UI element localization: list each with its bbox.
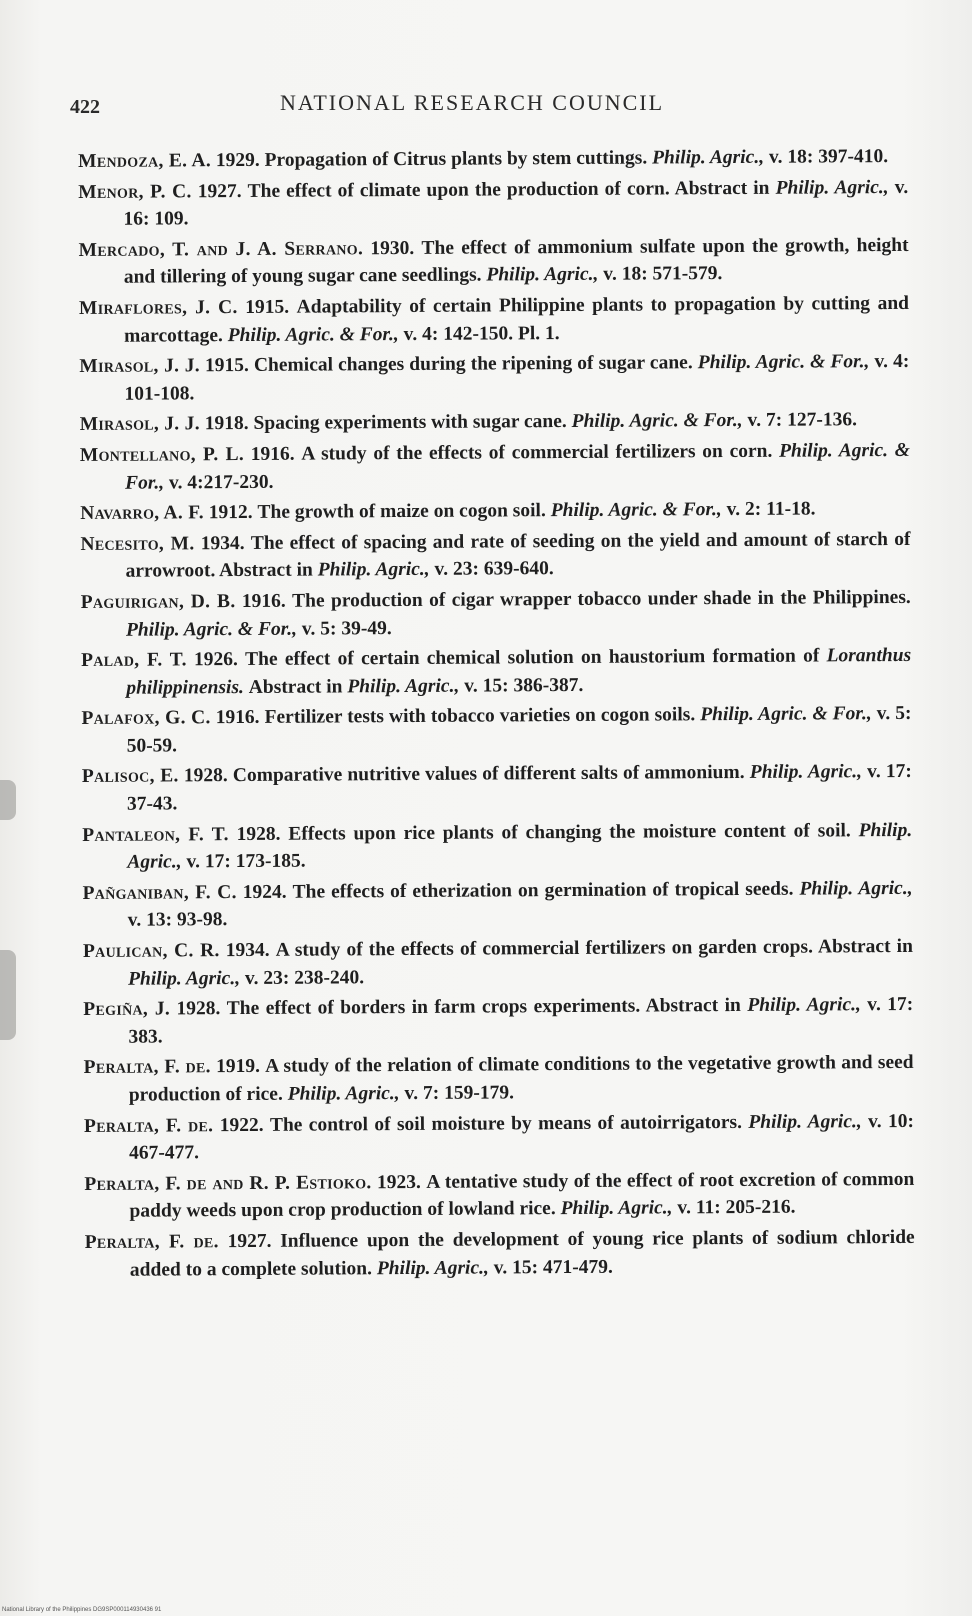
entry-journal: Philip. Agric., — [560, 1197, 673, 1220]
bibliography-entry — [80, 526, 910, 586]
entry-volume-pages: v. 17: 173-185. — [186, 850, 306, 873]
entry-journal: Philip. Agric., — [287, 1083, 400, 1105]
entry-author: Navarro, A. F. — [80, 502, 204, 525]
entry-year: 1929. — [215, 149, 260, 172]
entry-journal: Philip. Agric. & For., — [697, 351, 870, 374]
bibliography-list — [78, 143, 915, 1287]
entry-title: The growth of maize on cogon soil. — [257, 500, 546, 524]
bibliography-entry — [79, 290, 909, 350]
binding-shadow — [0, 950, 16, 1040]
bibliography-entry — [78, 174, 908, 234]
entry-author: Mirasol, J. J. — [79, 413, 200, 436]
entry-year: 1915. — [245, 296, 290, 318]
entry-title: The effect of borders in farm crops experiments. Abstract in — [226, 995, 741, 1020]
entry-volume-pages: v. 23: 639-640. — [434, 558, 554, 581]
entry-title: Propagation of Citrus plants by stem cuttings. — [264, 147, 648, 171]
bibliography-entry — [85, 1224, 915, 1284]
entry-year: 1918. — [204, 413, 249, 435]
entry-journal: Philip. Agric. & For., — [227, 323, 399, 346]
entry-year: 1930. — [370, 237, 415, 259]
entry-year: 1922. — [219, 1114, 264, 1136]
entry-journal: Philip. Agric., — [747, 994, 861, 1017]
entry-author: Peralta, F. de and R. P. Estioko. — [84, 1172, 372, 1195]
entry-journal: Philip. Agric. & For., — [571, 410, 743, 433]
entry-author: Palisoc, E. — [81, 765, 179, 788]
entry-year: 1927. — [197, 180, 242, 202]
entry-journal: Philip. Agric., — [749, 761, 863, 784]
entry-title: Spacing experiments with sugar cane. — [253, 411, 567, 435]
bibliography-entry — [80, 437, 910, 497]
entry-year: 1928. — [183, 765, 228, 787]
bibliography-entry — [84, 1166, 914, 1226]
bibliography-entry — [81, 642, 911, 702]
entry-volume-pages: v. 15: 471-479. — [493, 1256, 613, 1279]
entry-title: The effect of spacing and rate of seeding on the yield and amount of starch of arrowroot. Abstract in — [125, 528, 911, 583]
entry-volume-pages: v. 11: 205-216. — [677, 1197, 796, 1219]
entry-author: Miraflores, J. C. — [78, 296, 238, 319]
bibliography-entry — [80, 406, 910, 439]
entry-journal: Philip. Agric. & For., — [124, 439, 910, 494]
entry-year: 1927. — [227, 1230, 272, 1253]
entry-author: Pantaleon, F. T. — [82, 823, 229, 846]
bibliography-entry — [80, 495, 910, 528]
bibliography-entry — [79, 232, 909, 292]
scan-footer: National Library of the Philippines DG9SP000114930436 91 — [2, 1607, 162, 1613]
page-number: 422 — [70, 96, 100, 118]
entry-journal: Philip. Agric. & For., — [700, 703, 872, 726]
entry-year: 1919. — [216, 1056, 261, 1078]
entry-title: Fertilizer tests with tobacco varieties on cogon soils. — [264, 704, 696, 729]
entry-volume-pages: v. 17: 383. — [128, 994, 914, 1048]
entry-journal: Philip. Agric. & For., — [125, 618, 298, 641]
entry-title: The effect of climate upon the production of corn. Abstract in — [247, 177, 770, 202]
bibliography-entry — [82, 758, 912, 818]
entry-year: 1924. — [242, 881, 287, 903]
entry-volume-pages: v. 2: 11-18. — [726, 498, 816, 521]
entry-author: Pegiña, J. — [83, 998, 171, 1021]
entry-journal: Philip. Agric. & For., — [550, 499, 722, 522]
entry-title: The effect of ammonium sulfate upon the growth, height and tillering of young sugar cane seedlings. — [123, 234, 909, 289]
entry-year: 1912. — [208, 502, 253, 524]
entry-journal: Philip. Agric., — [317, 559, 430, 581]
page-header — [70, 88, 890, 128]
entry-author: Peralta, F. de. — [83, 1056, 211, 1079]
entry-journal: Philip. Agric., — [376, 1257, 489, 1279]
entry-title: A study of the effects of commercial fertilizers on garden crops. Abstract in — [275, 935, 913, 961]
entry-title-continued: Abstract in — [248, 676, 343, 698]
entry-volume-pages: v. 4: 142-150. Pl. 1. — [403, 322, 560, 345]
entry-author: Paulican, C. R. — [82, 940, 220, 963]
entry-year: 1915. — [204, 355, 249, 377]
entry-journal: Philip. Agric., — [347, 675, 460, 698]
entry-year: 1916. — [241, 590, 286, 612]
entry-volume-pages: v. 5: 39-49. — [301, 617, 392, 640]
entry-volume-pages: v. 18: 571-579. — [603, 263, 723, 286]
entry-author: Mirasol, J. J. — [79, 355, 200, 378]
bibliography-entry — [78, 143, 908, 176]
entry-year: 1934. — [200, 532, 245, 554]
entry-volume-pages: v. 7: 159-179. — [404, 1082, 515, 1105]
entry-title: The control of soil moisture by means of autoirrigators. — [269, 1111, 742, 1136]
entry-author: Mercado, T. and J. A. Serrano. — [78, 238, 364, 261]
entry-title: Effects upon rice plants of changing the moisture content of soil. — [288, 819, 851, 845]
entry-volume-pages: v. 13: 93-98. — [127, 909, 228, 932]
entry-volume-pages: v. 17: 37-43. — [126, 761, 912, 815]
entry-volume-pages: v. 15: 386-387. — [464, 674, 584, 697]
entry-year: 1916. — [250, 443, 295, 465]
running-head: NATIONAL RESEARCH COUNCIL — [280, 90, 665, 115]
entry-year: 1934. — [225, 939, 270, 962]
entry-volume-pages: v. 4: 101-108. — [124, 351, 910, 405]
entry-journal: Philip. Agric., — [748, 1110, 862, 1133]
entry-volume-pages: v. 23: 238-240. — [244, 966, 365, 989]
entry-author: Peralta, F. de. — [83, 1114, 214, 1137]
entry-title: A study of the effects of commercial fertilizers on corn. — [301, 440, 773, 465]
entry-journal: Philip. Agric., — [127, 819, 913, 873]
entry-author: Menor, P. C. — [78, 180, 192, 203]
entry-journal: Philip. Agric., — [799, 877, 913, 900]
bibliography-entry — [82, 817, 912, 877]
entry-title: The effect of certain chemical solution on haustorium formation of — [245, 645, 820, 671]
entry-volume-pages: v. 5: 50-59. — [126, 703, 912, 757]
entry-author: Pañganiban, F. C. — [82, 881, 237, 904]
bibliography-entry — [79, 348, 909, 408]
binding-shadow — [0, 780, 16, 820]
entry-title: A tentative study of the effect of root excretion of common paddy weeds upon crop production of lowland rice. — [129, 1168, 915, 1223]
entry-year: 1928. — [236, 823, 281, 845]
entry-species-name: Loranthus philippinensis. — [126, 645, 912, 699]
entry-title: The effects of etherization on germination of tropical seeds. — [292, 878, 794, 903]
entry-year: 1923. — [376, 1171, 421, 1193]
bibliography-entry — [82, 875, 912, 935]
entry-volume-pages: v. 4:217-230. — [168, 471, 274, 493]
entry-title: The production of cigar wrapper tobacco under shade in the Philippines. — [292, 586, 911, 612]
entry-volume-pages: v. 18: 397-410. — [768, 146, 889, 168]
bibliography-entry — [81, 584, 911, 644]
bibliography-entry — [84, 1108, 914, 1168]
entry-journal: Philip. Agric., — [128, 967, 241, 990]
entry-journal: Philip. Agric., — [486, 264, 599, 286]
entry-author: Peralta, F. de. — [84, 1231, 219, 1253]
bibliography-entry — [81, 700, 911, 760]
entry-year: 1928. — [176, 998, 221, 1020]
entry-title: Comparative nutritive values of different salts of ammonium. — [232, 762, 745, 787]
entry-volume-pages: v. 10: 467-477. — [129, 1110, 915, 1164]
bibliography-entry — [83, 933, 913, 993]
entry-journal: Philip. Agric., — [775, 176, 889, 199]
entry-journal: Philip. Agric., — [652, 146, 765, 169]
entry-author: Necesito, M. — [80, 533, 195, 555]
entry-volume-pages: v. 7: 127-136. — [747, 409, 858, 432]
entry-volume-pages: v. 16: 109. — [123, 176, 909, 230]
entry-author: Mendoza, E. A. — [78, 150, 212, 172]
entry-title: Chemical changes during the ripening of sugar cane. — [253, 352, 693, 377]
entry-year: 1916. — [215, 707, 260, 729]
bibliography-entry — [83, 991, 913, 1051]
entry-title: Adaptability of certain Philippine plants to propagation by cutting and marcottage. — [124, 292, 910, 347]
entry-author: Palafox, G. C. — [81, 707, 211, 730]
entry-author: Palad, F. T. — [81, 649, 187, 672]
entry-year: 1926. — [193, 649, 238, 671]
bibliography-entry — [84, 1049, 914, 1109]
entry-title: A study of the relation of climate conditions to the vegetative growth and seed production of rice. — [128, 1052, 914, 1106]
entry-author: Montellano, P. L. — [79, 443, 245, 466]
entry-title: Influence upon the development of young rice plants of sodium chloride added to a complete solution. — [129, 1226, 915, 1281]
entry-author: Paguirigan, D. B. — [80, 590, 236, 613]
